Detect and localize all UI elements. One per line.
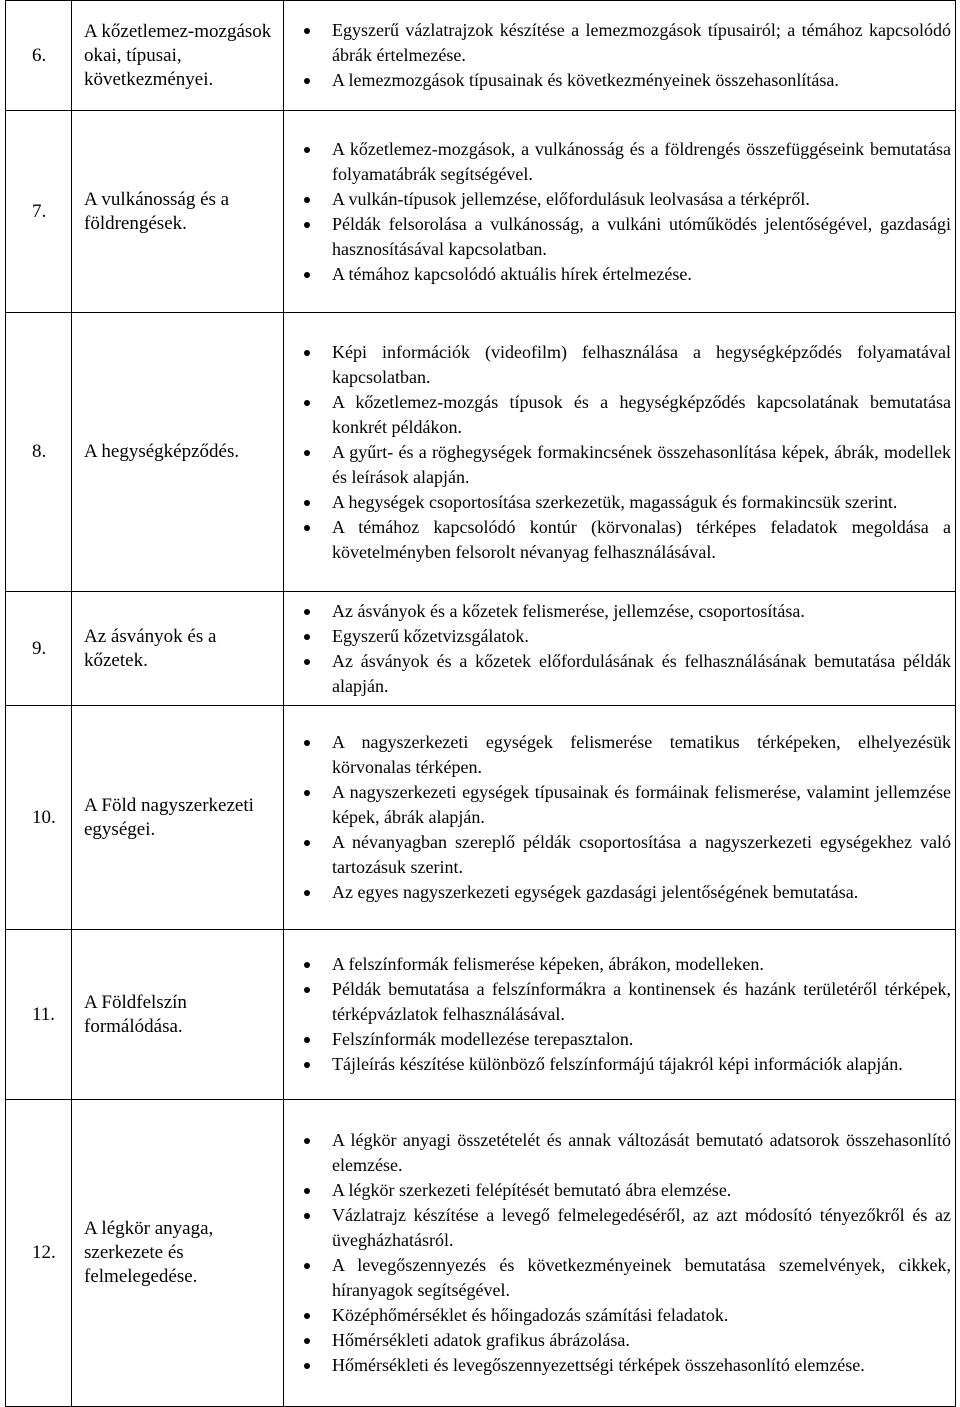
row-topic: A vulkánosság és a földrengések. bbox=[72, 111, 284, 313]
list-item: A lemezmozgások típusainak és következményeinek összehasonlítása. bbox=[284, 68, 951, 93]
bullet-list bbox=[284, 18, 951, 93]
table-row bbox=[6, 592, 956, 706]
row-number: 6. bbox=[6, 1, 72, 111]
list-item: A névanyagban szereplő példák csoportosítása a nagyszerkezeti egységekhez való tartozásuk szerint. bbox=[284, 830, 951, 880]
bullet-list bbox=[284, 730, 951, 905]
list-item: Felszínformák modellezése terepasztalon. bbox=[284, 1027, 951, 1052]
row-number: 7. bbox=[6, 111, 72, 313]
list-item: Példák felsorolása a vulkánosság, a vulkáni utóműködés jelentőségével, gazdasági hasznosításával kapcsolatban. bbox=[284, 212, 951, 262]
bullet-list bbox=[284, 1128, 951, 1378]
row-topic: A hegységképződés. bbox=[72, 313, 284, 592]
row-number: 8. bbox=[6, 313, 72, 592]
list-item: Egyszerű vázlatrajzok készítése a lemezmozgások típusairól; a témához kapcsolódó ábrák értelmezése. bbox=[284, 18, 951, 68]
list-item: A nagyszerkezeti egységek felismerése tematikus térképeken, elhelyezésük körvonalas térképen. bbox=[284, 730, 951, 780]
row-content bbox=[284, 1, 956, 111]
bullet-list bbox=[284, 952, 951, 1077]
list-item: A témához kapcsolódó aktuális hírek értelmezése. bbox=[284, 262, 951, 287]
row-number: 12. bbox=[6, 1100, 72, 1407]
list-item: Az egyes nagyszerkezeti egységek gazdasági jelentőségének bemutatása. bbox=[284, 880, 951, 905]
row-content bbox=[284, 1100, 956, 1407]
table-row bbox=[6, 1, 956, 111]
list-item: A vulkán-típusok jellemzése, előfordulásuk leolvasása a térképről. bbox=[284, 187, 951, 212]
table-row bbox=[6, 313, 956, 592]
list-item: A témához kapcsolódó kontúr (körvonalas) térképes feladatok megoldása a követelményben felsorolt névanyag felhasználásával. bbox=[284, 515, 951, 565]
list-item: Tájleírás készítése különböző felszínformájú tájakról képi információk alapján. bbox=[284, 1052, 951, 1077]
list-item: Az ásványok és a kőzetek felismerése, jellemzése, csoportosítása. bbox=[284, 599, 951, 624]
row-number: 10. bbox=[6, 706, 72, 930]
list-item: A légkör anyagi összetételét és annak változását bemutató adatsorok összehasonlító elemzése. bbox=[284, 1128, 951, 1178]
list-item: Vázlatrajz készítése a levegő felmelegedéséről, az azt módosító tényezőkről és az üvegházhatásról. bbox=[284, 1203, 951, 1253]
table-row bbox=[6, 706, 956, 930]
row-content bbox=[284, 313, 956, 592]
list-item: Példák bemutatása a felszínformákra a kontinensek és hazánk területéről térképek, térképvázlatok felhasználásával. bbox=[284, 977, 951, 1027]
list-item: A kőzetlemez-mozgások, a vulkánosság és a földrengés összefüggéseink bemutatása folyamatábrák segítségével. bbox=[284, 137, 951, 187]
list-item: A nagyszerkezeti egységek típusainak és formáinak felismerése, valamint jellemzése képek, ábrák alapján. bbox=[284, 780, 951, 830]
row-number: 11. bbox=[6, 930, 72, 1100]
row-topic: A Földfelszín formálódása. bbox=[72, 930, 284, 1100]
list-item: A gyűrt- és a röghegységek formakincsének összehasonlítása képek, ábrák, modellek és leírások alapján. bbox=[284, 440, 951, 490]
list-item: A levegőszennyezés és következményeinek bemutatása szemelvények, cikkek, híranyagok segítségével. bbox=[284, 1253, 951, 1303]
row-topic: A kőzetlemez-mozgások okai, típusai, következményei. bbox=[72, 1, 284, 111]
list-item: Hőmérsékleti és levegőszennyezettségi térképek összehasonlító elemzése. bbox=[284, 1353, 951, 1378]
row-number: 9. bbox=[6, 592, 72, 706]
row-topic: Az ásványok és a kőzetek. bbox=[72, 592, 284, 706]
row-content bbox=[284, 706, 956, 930]
list-item: A kőzetlemez-mozgás típusok és a hegységképződés kapcsolatának bemutatása konkrét példákon. bbox=[284, 390, 951, 440]
bullet-list bbox=[284, 137, 951, 287]
list-item: A hegységek csoportosítása szerkezetük, magasságuk és formakincsük szerint. bbox=[284, 490, 951, 515]
list-item: Az ásványok és a kőzetek előfordulásának és felhasználásának bemutatása példák alapján. bbox=[284, 649, 951, 699]
table-row bbox=[6, 1100, 956, 1407]
curriculum-table bbox=[5, 0, 956, 1407]
row-topic: A légkör anyaga, szerkezete és felmelegedése. bbox=[72, 1100, 284, 1407]
row-content bbox=[284, 111, 956, 313]
table-row bbox=[6, 930, 956, 1100]
curriculum-table-body bbox=[6, 1, 956, 1407]
list-item: Középhőmérséklet és hőingadozás számítási feladatok. bbox=[284, 1303, 951, 1328]
list-item: Egyszerű kőzetvizsgálatok. bbox=[284, 624, 951, 649]
bullet-list bbox=[284, 340, 951, 565]
list-item: A felszínformák felismerése képeken, ábrákon, modelleken. bbox=[284, 952, 951, 977]
list-item: Képi információk (videofilm) felhasználása a hegységképződés folyamatával kapcsolatban. bbox=[284, 340, 951, 390]
row-content bbox=[284, 930, 956, 1100]
row-topic: A Föld nagyszerkezeti egységei. bbox=[72, 706, 284, 930]
list-item: A légkör szerkezeti felépítését bemutató ábra elemzése. bbox=[284, 1178, 951, 1203]
table-row bbox=[6, 111, 956, 313]
row-content bbox=[284, 592, 956, 706]
bullet-list bbox=[284, 599, 951, 699]
list-item: Hőmérsékleti adatok grafikus ábrázolása. bbox=[284, 1328, 951, 1353]
